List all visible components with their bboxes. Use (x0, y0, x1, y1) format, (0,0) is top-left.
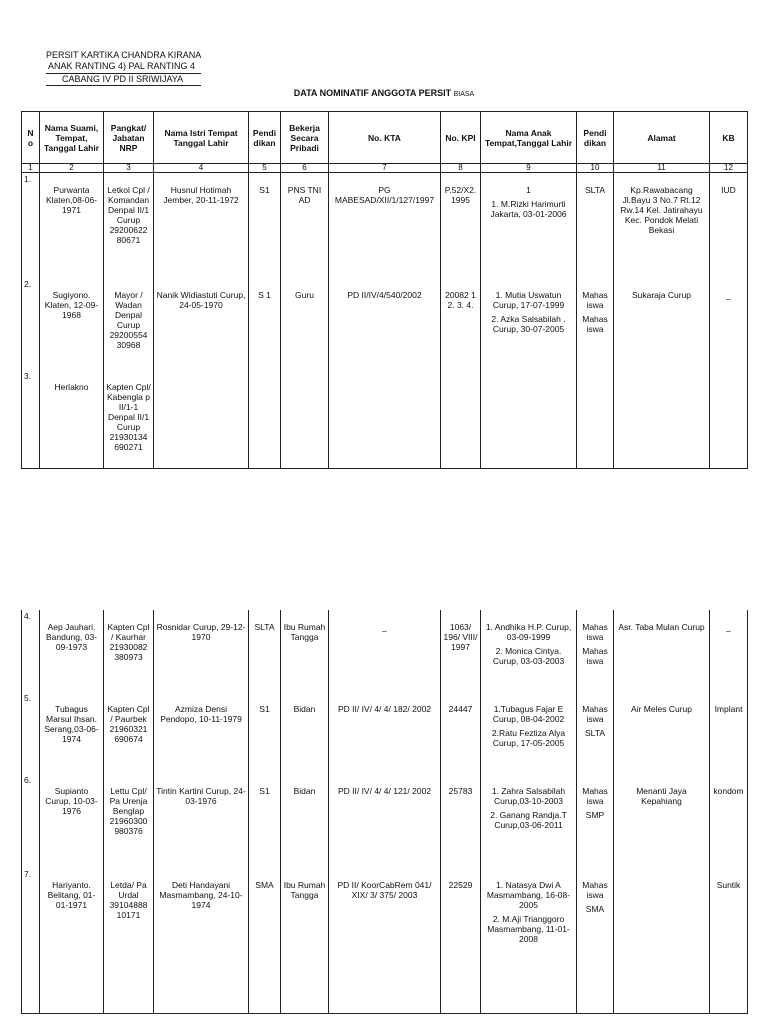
column-header: Pendi dikan (577, 112, 614, 164)
column-header: Alamat (614, 112, 710, 164)
wife-education: SLTA (249, 610, 281, 692)
contraception: Implant (710, 692, 748, 774)
document-title (0, 88, 768, 98)
column-header: Nama Anak Tempat,Tanggal Lahir (481, 112, 577, 164)
kta-number: PG MABESAD/XII/1/127/1997 (329, 173, 441, 278)
child-education (577, 173, 614, 278)
child-education-item: SLTA (585, 728, 605, 738)
child-education-item: Mahas iswa (582, 622, 608, 642)
column-number: 9 (481, 164, 577, 173)
child-education-item: Mahas iswa (582, 313, 608, 334)
column-header: KB (710, 112, 748, 164)
child-item: 2. Azka Salsabilah . Curup, 30-07-2005 (491, 313, 566, 334)
wife-education: SMA (249, 868, 281, 1013)
kta-number: PD II/ KoorCabRem 041/ XIX/ 3/ 375/ 2003 (329, 868, 441, 1013)
wife-name: Nanik Widiastuti Curup, 24-05-1970 (154, 278, 249, 370)
occupation: Bidan (281, 774, 329, 868)
column-header: No. KTA (329, 112, 441, 164)
table-row (22, 278, 748, 370)
wife-name: Azmiza Densi Pendopo, 10-11-1979 (154, 692, 249, 774)
husband-name: Herlakno (40, 370, 104, 469)
husband-name: Supianto Curup, 10-03-1976 (40, 774, 104, 868)
kpi-number: 20082 1 2. 3. 4. (441, 278, 481, 370)
child (481, 610, 577, 692)
row-number: 6. (22, 774, 40, 868)
contraception: Suntik (710, 868, 748, 1013)
child-education-item: Mahas iswa (582, 646, 608, 666)
occupation: Ibu Rumah Tangga (281, 868, 329, 1013)
address: Air Meles Curup (614, 692, 710, 774)
column-header: Bekerja Secara Pribadi (281, 112, 329, 164)
column-header: No. KPI (441, 112, 481, 164)
child-item: 1.Tubagus Fajar E Curup, 08-04-2002 (492, 704, 565, 724)
child-item: 1. Natasya Dwi A Masmambang, 16-08-2005 (486, 880, 571, 910)
row-number: 7. (22, 868, 40, 1013)
child (481, 774, 577, 868)
rank-position: Lettu Cpl/ Pa Urenja Benglap 21960300 980376 (104, 774, 154, 868)
child-education-item: SMA (585, 904, 605, 914)
wife-name: Tintin Kartini Curup, 24-03-1976 (154, 774, 249, 868)
kpi-number (441, 370, 481, 469)
member-table-page-1 (21, 111, 748, 469)
kpi-number: 24447 (441, 692, 481, 774)
wife-education: S1 (249, 173, 281, 278)
column-header: Nama Suami, Tempat, Tanggal Lahir (40, 112, 104, 164)
table-row (22, 692, 748, 774)
column-number: 10 (577, 164, 614, 173)
column-number: 5 (249, 164, 281, 173)
column-header: Nama Istri Tempat Tanggal Lahir (154, 112, 249, 164)
child-item: 1. Andhika H.P. Curup, 03-09-1999 (485, 622, 572, 642)
column-number: 1 (22, 164, 40, 173)
column-header: N o (22, 112, 40, 164)
rank-position: Kapten Cpl/ Kabengla p II/1-1 Denpal II/1 Curup 21930134 690271 (104, 370, 154, 469)
table-header-row (22, 112, 748, 164)
husband-name: Sugiyono. Klaten, 12-09-1968 (40, 278, 104, 370)
member-table-page-2 (21, 610, 748, 1014)
table-row (22, 610, 748, 692)
org-name: PERSIT KARTIKA CHANDRA KIRANA (46, 50, 202, 60)
child-education-item: Mahas iswa (582, 880, 608, 900)
contraception: _ (710, 610, 748, 692)
row-number: 2. (22, 278, 40, 370)
table-row (22, 173, 748, 278)
child (481, 692, 577, 774)
rank-position: Kapten Cpl / Kaurhar 21930082 380973 (104, 610, 154, 692)
column-number: 8 (441, 164, 481, 173)
child-item: 2. M.Aji Trianggoro Masmambang, 11-01-2008 (487, 914, 570, 944)
child-item: 1. Zahra Salsabilah Curup,03-10-2003 (491, 786, 566, 806)
row-number: 5. (22, 692, 40, 774)
column-number: 3 (104, 164, 154, 173)
column-number: 4 (154, 164, 249, 173)
address: Kp.Rawabacang Jl.Bayu 3 No.7 Rt.12 Rw.14 Kel. Jatirahayu Kec. Pondok Melati Bekasi (614, 173, 710, 278)
child (481, 370, 577, 469)
title-main: DATA NOMINATIF ANGGOTA PERSIT (293, 88, 452, 98)
contraception: kondom (710, 774, 748, 868)
table-row (22, 370, 748, 469)
child-item: 1. Mutia Uswatun Curup, 17-07-1999 (492, 289, 565, 310)
child-item: 2. Monica Cintya. Curup, 03-03-2003 (492, 646, 565, 666)
rank-position: Letkol Cpl / Komandan Denpal II/1 Curup 29200622 80671 (104, 173, 154, 278)
rank-position: Letda/ Pa Urdal 39104888 10171 (104, 868, 154, 1013)
child-education (577, 370, 614, 469)
child-item: 1. M.Rizki Harimurti Jakarta, 03-01-2006 (490, 199, 567, 219)
table-row (22, 774, 748, 868)
kta-number (329, 370, 441, 469)
child-item: 1 (526, 185, 531, 195)
child-education-item: Mahas iswa (582, 704, 608, 724)
kta-number: _ (329, 610, 441, 692)
husband-name: Tubagus Marsul Ihsan. Serang,03-06-1974 (40, 692, 104, 774)
column-number: 7 (329, 164, 441, 173)
child-education (577, 692, 614, 774)
wife-education: S 1 (249, 278, 281, 370)
kpi-number: P.52/X2. 1995 (441, 173, 481, 278)
occupation: Guru (281, 278, 329, 370)
child-education (577, 278, 614, 370)
address (614, 370, 710, 469)
kpi-number: 22529 (441, 868, 481, 1013)
kta-number: PD II/ IV/ 4/ 4/ 182/ 2002 (329, 692, 441, 774)
address (614, 868, 710, 1013)
address: Asr. Taba Mulan Curup (614, 610, 710, 692)
rank-position: Mayor / Wadan Denpal Curup 29200554 30968 (104, 278, 154, 370)
wife-name: Rosnidar Curup, 29-12-1970 (154, 610, 249, 692)
address: Sukaraja Curup (614, 278, 710, 370)
child-education-item: Mahas iswa (582, 786, 608, 806)
husband-name: Aep Jauhari. Bandung, 03-09-1973 (40, 610, 104, 692)
row-number: 3. (22, 370, 40, 469)
column-number: 6 (281, 164, 329, 173)
row-number: 4. (22, 610, 40, 692)
kpi-number: 1063/ 196/ VIII/ 1997 (441, 610, 481, 692)
child (481, 278, 577, 370)
column-header: Pendi dikan (249, 112, 281, 164)
wife-education: S1 (249, 692, 281, 774)
wife-name: Deti Handayani Masmambang, 24-10-1974 (154, 868, 249, 1013)
contraception: _ (710, 278, 748, 370)
contraception: IUD (710, 173, 748, 278)
child-education (577, 868, 614, 1013)
child-item: 2. Ganang Randja.T Curup,03-06-2011 (490, 810, 567, 830)
child-item: 2.Ratu Feztiza Alya Curup, 17-05-2005 (491, 728, 566, 748)
contraception (710, 370, 748, 469)
child-education-item: Mahas iswa (582, 289, 608, 310)
wife-education: S1 (249, 774, 281, 868)
occupation: Ibu Rumah Tangga (281, 610, 329, 692)
row-number: 1. (22, 173, 40, 278)
rank-position: Kapten Cpl / Paurbek 21960321 690674 (104, 692, 154, 774)
child-education-item: SLTA (585, 185, 605, 195)
child (481, 868, 577, 1013)
table-row (22, 868, 748, 1013)
kpi-number: 25783 (441, 774, 481, 868)
child (481, 173, 577, 278)
title-suffix: BIASA (453, 91, 475, 98)
wife-name: Husnul Hotimah Jember, 20-11-1972 (154, 173, 249, 278)
child-education (577, 610, 614, 692)
column-number: 11 (614, 164, 710, 173)
address: Menanti Jaya Kepahiang (614, 774, 710, 868)
column-header: Pangkat/ Jabatan NRP (104, 112, 154, 164)
occupation (281, 370, 329, 469)
column-number: 2 (40, 164, 104, 173)
header-underline-2 (46, 85, 201, 86)
occupation: PNS TNI AD (281, 173, 329, 278)
wife-education (249, 370, 281, 469)
wife-name (154, 370, 249, 469)
kta-number: PD II/IV/4/540/2002 (329, 278, 441, 370)
column-number-row (22, 164, 748, 173)
child-education (577, 774, 614, 868)
husband-name: Hariyanto. Belitang, 01-01-1971 (40, 868, 104, 1013)
husband-name: Purwanta Klaten,08-06-1971 (40, 173, 104, 278)
org-subunit: ANAK RANTING 4) PAL RANTING 4 (48, 61, 196, 71)
kta-number: PD II/ IV/ 4/ 4/ 121/ 2002 (329, 774, 441, 868)
occupation: Bidan (281, 692, 329, 774)
child-education-item: SMP (585, 810, 605, 820)
org-branch: CABANG IV PD II SRIWIJAYA (62, 74, 184, 84)
column-number: 12 (710, 164, 748, 173)
